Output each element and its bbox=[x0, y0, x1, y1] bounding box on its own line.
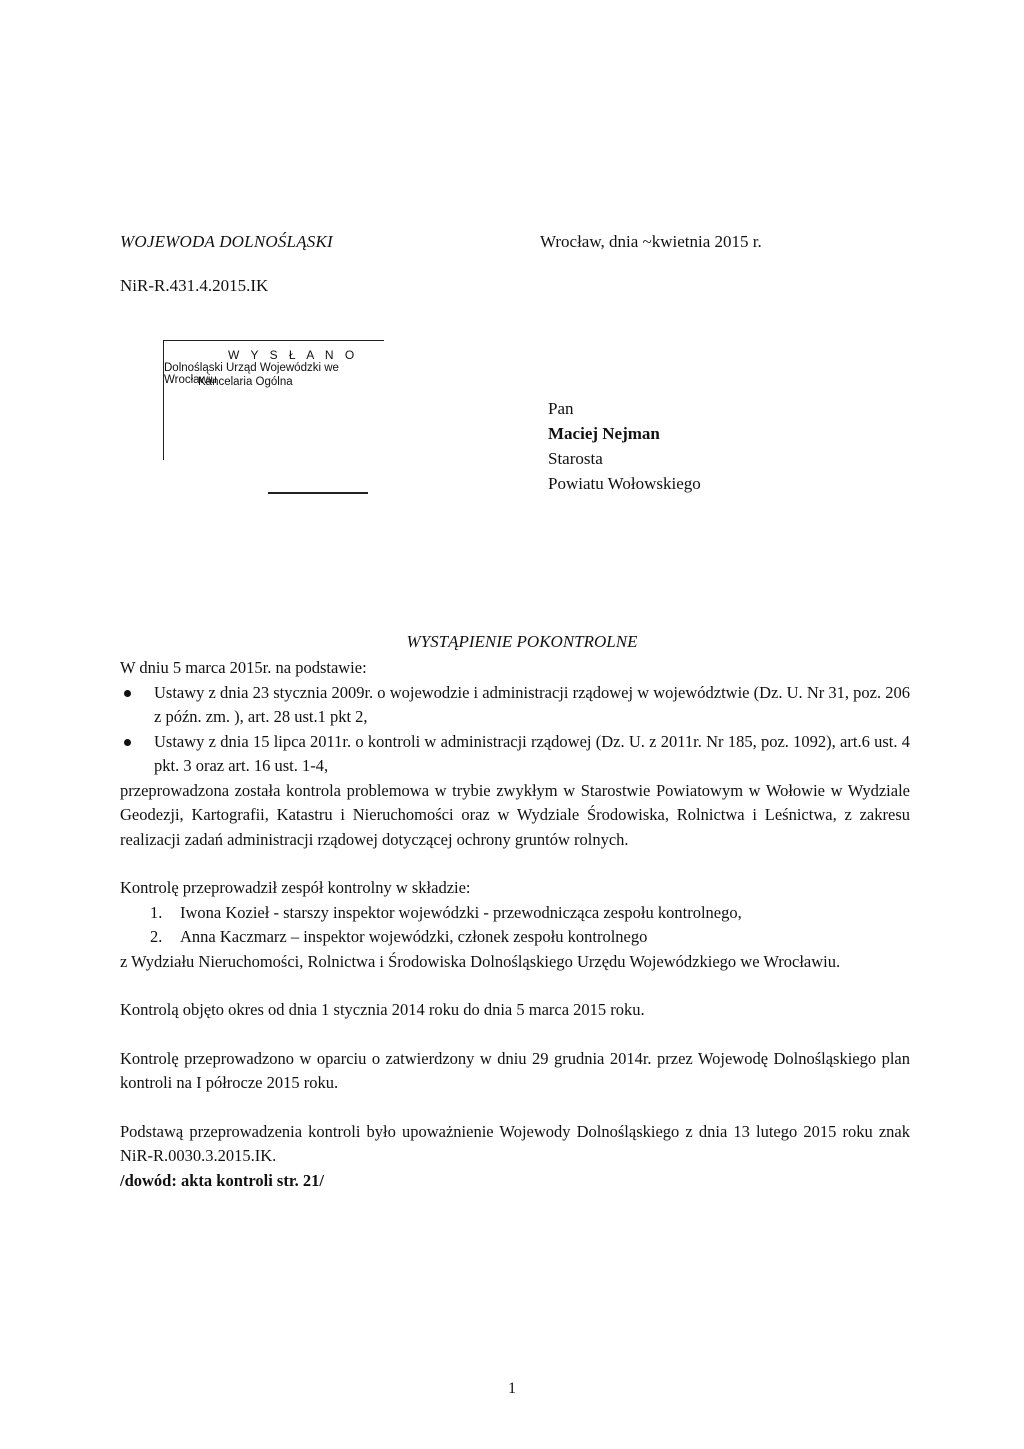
bullet-icon bbox=[124, 739, 131, 746]
evidence-reference: /dowód: akta kontroli str. 21/ bbox=[120, 1170, 324, 1190]
issuer-name: WOJEWODA DOLNOŚLĄSKI bbox=[120, 232, 333, 251]
page-number: 1 bbox=[508, 1380, 516, 1397]
team-affiliation: z Wydziału Nieruchomości, Rolnictwa i Środowiska Dolnośląskiego Urzędu Wojewódzkiego we Wrocławiu. bbox=[120, 951, 841, 971]
legal-basis-list bbox=[120, 681, 910, 779]
stamp-line-3: Kancelaria Ogólna bbox=[198, 376, 293, 388]
recipient-office: Powiatu Wołowskiego bbox=[548, 474, 701, 493]
reference-number: NiR-R.431.4.2015.IK bbox=[120, 276, 269, 295]
stamp-line-2: Dolnośląski Urząd Wojewódzki we Wrocławiu bbox=[164, 362, 339, 386]
stamp-line-1: W Y S Ł A N O bbox=[228, 348, 359, 362]
recipient-position: Starosta bbox=[548, 449, 603, 468]
team-member-text: Iwona Kozieł - starszy inspektor wojewódzki - przewodnicząca zespołu kontrolnego, bbox=[180, 902, 742, 922]
recipient-name: Maciej Nejman bbox=[548, 424, 660, 443]
control-period: Kontrolą objęto okres od dnia 1 stycznia 2014 roku do dnia 5 marca 2015 roku. bbox=[120, 1000, 645, 1019]
stamp-border-bottom bbox=[268, 492, 368, 494]
document-date: Wrocław, dnia ~kwietnia 2015 r. bbox=[540, 232, 762, 251]
recipient-block bbox=[548, 396, 701, 496]
team-member-text: Anna Kaczmarz – inspektor wojewódzki, członek zespołu kontrolnego bbox=[180, 927, 648, 946]
control-plan: Kontrolę przeprowadzono w oparciu o zatwierdzony w dniu 29 grudnia 2014r. przez Wojewodę Dolnośląskiego plan kontroli na I półrocze 2015 roku. bbox=[120, 1048, 910, 1092]
authorization-paragraph: Podstawą przeprowadzenia kontroli było upoważnienie Wojewody Dolnośląskiego z dnia 13 lutego 2015 roku znak NiR-R.0030.3.2015.IK. bbox=[120, 1121, 910, 1165]
team-member-number: 1. bbox=[150, 902, 163, 922]
document-title: WYSTĄPIENIE POKONTROLNE bbox=[406, 632, 638, 651]
control-scope-paragraph: przeprowadzona została kontrola problemowa w trybie zwykłym w Starostwie Powiatowym w Wołowie w Wydziale Geodezji, Kartografii, Katastru i Nieruchomości oraz w Wydziale Środowiska, Rolnictwa i Leśnictwa, z zakresu realizacji zadań administracji rządowej dotyczącej ochrony gruntów rolnych. bbox=[120, 780, 910, 849]
team-member-number: 2. bbox=[150, 927, 163, 946]
recipient-salutation: Pan bbox=[548, 399, 574, 418]
legal-basis-item bbox=[120, 681, 910, 730]
team-intro: Kontrolę przeprowadził zespół kontrolny w składzie: bbox=[120, 878, 471, 897]
intro-line: W dniu 5 marca 2015r. na podstawie: bbox=[120, 658, 367, 677]
team-member bbox=[120, 925, 910, 950]
bullet-icon bbox=[124, 690, 131, 697]
legal-basis-item bbox=[120, 730, 910, 779]
legal-basis-text: Ustawy z dnia 23 stycznia 2009r. o wojewodzie i administracji rządowej w województwie (Dz. U. Nr 31, poz. 206 z późn. zm. ), art. 28 ust.1 pkt 2, bbox=[154, 682, 910, 726]
team-list bbox=[120, 901, 910, 950]
dispatch-stamp bbox=[158, 340, 388, 500]
team-member bbox=[120, 901, 910, 926]
stamp-border-top bbox=[164, 340, 384, 341]
stamp-border-left bbox=[163, 340, 164, 460]
document-body bbox=[120, 656, 910, 1193]
legal-basis-text: Ustawy z dnia 15 lipca 2011r. o kontroli w administracji rządowej (Dz. U. z 2011r. Nr 185, poz. 1092), art.6 ust. 4 pkt. 3 oraz art. 16 ust. 1-4, bbox=[154, 731, 910, 775]
